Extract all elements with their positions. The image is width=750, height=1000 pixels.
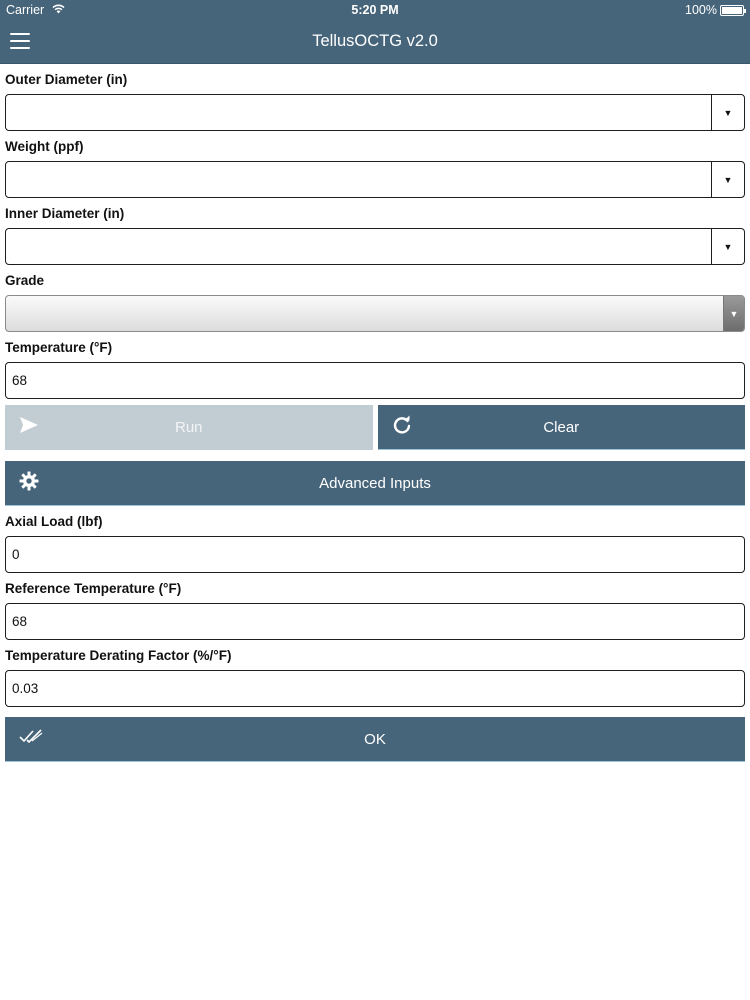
run-button-label: Run bbox=[174, 418, 203, 436]
double-check-icon bbox=[19, 729, 43, 749]
inner-diameter-label: Inner Diameter (in) bbox=[5, 206, 125, 221]
axial-load-label: Axial Load (lbf) bbox=[5, 514, 103, 529]
grade-label: Grade bbox=[5, 273, 45, 288]
grade-select[interactable] bbox=[5, 295, 745, 332]
battery-percent: 100% bbox=[685, 3, 717, 17]
battery-icon bbox=[720, 5, 744, 16]
outer-diameter-label: Outer Diameter (in) bbox=[5, 72, 128, 87]
reference-temperature-input[interactable] bbox=[5, 603, 745, 640]
clear-button[interactable] bbox=[378, 405, 746, 450]
advanced-inputs-button[interactable] bbox=[5, 461, 745, 506]
temperature-value: 68 bbox=[12, 373, 28, 388]
main-form bbox=[0, 64, 750, 762]
status-bar bbox=[0, 0, 750, 20]
clear-button-label: Clear bbox=[543, 418, 580, 436]
axial-load-value: 0 bbox=[12, 547, 20, 562]
temperature-label: Temperature (°F) bbox=[5, 340, 113, 355]
action-row bbox=[5, 405, 745, 450]
temperature-input[interactable] bbox=[5, 362, 745, 399]
weight-label: Weight (ppf) bbox=[5, 139, 84, 154]
send-icon bbox=[19, 416, 39, 438]
battery-indicator bbox=[685, 3, 744, 17]
inner-diameter-select[interactable] bbox=[5, 228, 745, 265]
weight-select[interactable] bbox=[5, 161, 745, 198]
refresh-icon bbox=[392, 415, 412, 439]
reference-temperature-label: Reference Temperature (°F) bbox=[5, 581, 182, 596]
reference-temperature-value: 68 bbox=[12, 614, 28, 629]
derating-factor-input[interactable] bbox=[5, 670, 745, 707]
axial-load-input[interactable] bbox=[5, 536, 745, 573]
advanced-inputs-label: Advanced Inputs bbox=[319, 474, 431, 492]
clock: 5:20 PM bbox=[351, 3, 399, 17]
chevron-down-icon[interactable]: ▼ bbox=[711, 162, 744, 197]
carrier-text: Carrier bbox=[6, 3, 45, 17]
chevron-down-icon[interactable]: ▼ bbox=[711, 229, 744, 264]
chevron-down-icon[interactable]: ▼ bbox=[711, 95, 744, 130]
run-button[interactable] bbox=[5, 405, 373, 450]
chevron-down-icon[interactable]: ▼ bbox=[723, 296, 744, 331]
derating-factor-label: Temperature Derating Factor (%/°F) bbox=[5, 648, 232, 663]
ok-button[interactable] bbox=[5, 717, 745, 762]
outer-diameter-select[interactable] bbox=[5, 94, 745, 131]
gear-icon bbox=[19, 471, 39, 495]
app-title: TellusOCTG v2.0 bbox=[312, 32, 438, 50]
nav-bar bbox=[0, 20, 750, 64]
derating-factor-value: 0.03 bbox=[12, 681, 39, 696]
ok-button-label: OK bbox=[364, 730, 386, 748]
